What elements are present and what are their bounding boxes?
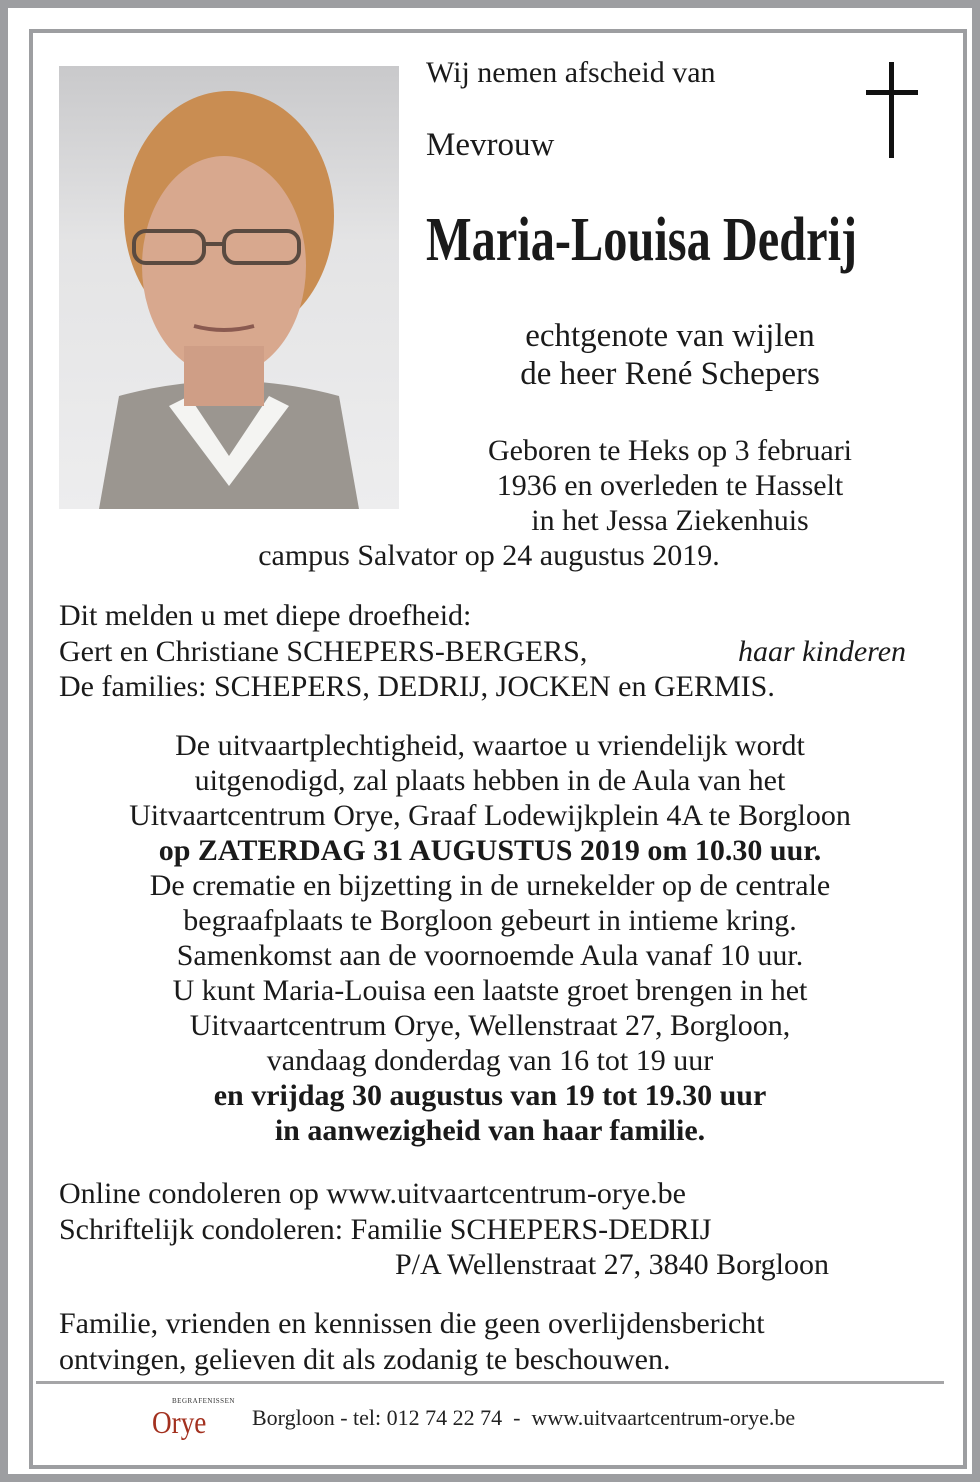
- ceremony-line: Samenkomst aan de voornoemde Aula vanaf 10 uur.: [176, 939, 804, 972]
- ceremony-line: vandaag donderdag van 16 tot 19 uur: [266, 1044, 714, 1077]
- family-children-role: haar kinderen: [738, 635, 907, 668]
- intro-text: Wij nemen afscheid van: [426, 56, 716, 89]
- ceremony-line: U kunt Maria-Louisa een laatste groet brengen in het: [172, 974, 808, 1007]
- ceremony-line: begraafplaats te Borgloon gebeurt in intieme kring.: [183, 904, 797, 937]
- closing-line: ontvingen, gelieven dit als zodanig te beschouwen.: [59, 1343, 671, 1376]
- footer-contact: Borgloon - tel: 012 74 22 74 - www.uitvaartcentrum-orye.be: [252, 1405, 796, 1430]
- condolence-address: P/A Wellenstraat 27, 3840 Borgloon: [395, 1248, 829, 1281]
- spouse-line-2: de heer René Schepers: [520, 356, 820, 392]
- birth-death-line: campus Salvator op 24 augustus 2019.: [258, 539, 720, 572]
- ceremony-line: Uitvaartcentrum Orye, Graaf Lodewijkplein 4A te Borgloon: [129, 799, 851, 832]
- family-families: De families: SCHEPERS, DEDRIJ, JOCKEN en GERMIS.: [59, 670, 775, 703]
- cross-icon: [862, 62, 922, 158]
- deceased-name: Maria-Louisa Dedrij: [426, 206, 858, 274]
- condolence-online: Online condoleren op www.uitvaartcentrum-orye.be: [59, 1177, 686, 1210]
- ceremony-line: uitgenodigd, zal plaats hebben in de Aula van het: [194, 764, 786, 797]
- portrait-photo: [59, 66, 399, 509]
- ceremony-block: [40, 728, 940, 1148]
- footer-divider: [36, 1381, 944, 1384]
- logo-subtitle: BEGRAFENISSEN: [172, 1397, 235, 1405]
- footer: [150, 1396, 795, 1440]
- ceremony-visit-bold: in aanwezigheid van haar familie.: [274, 1114, 706, 1147]
- family-children: Gert en Christiane SCHEPERS-BERGERS,: [59, 635, 588, 668]
- orye-logo: [150, 1397, 235, 1440]
- birth-death-line: Geboren te Heks op 3 februari: [487, 434, 853, 467]
- ceremony-date: op ZATERDAG 31 AUGUSTUS 2019 om 10.30 uur.: [158, 834, 822, 867]
- spouse-line-1: echtgenote van wijlen: [525, 318, 815, 354]
- logo-wordmark: Orye: [152, 1404, 207, 1440]
- ceremony-visit-bold: en vrijdag 30 augustus van 19 tot 19.30 uur: [213, 1079, 767, 1112]
- birth-death-line: 1936 en overleden te Hasselt: [496, 469, 844, 502]
- ceremony-line: De crematie en bijzetting in de urnekelder op de centrale: [149, 869, 831, 902]
- ceremony-line: De uitvaartplechtigheid, waartoe u vriendelijk wordt: [175, 729, 805, 762]
- title-text: Mevrouw: [426, 127, 555, 163]
- ceremony-line: Uitvaartcentrum Orye, Wellenstraat 27, Borgloon,: [189, 1009, 791, 1042]
- family-intro: Dit melden u met diepe droefheid:: [59, 599, 472, 632]
- closing-line: Familie, vrienden en kennissen die geen overlijdensbericht: [59, 1307, 765, 1340]
- condolence-written: Schriftelijk condoleren: Familie SCHEPERS-DEDRIJ: [59, 1213, 712, 1246]
- birth-death-line: in het Jessa Ziekenhuis: [531, 504, 809, 537]
